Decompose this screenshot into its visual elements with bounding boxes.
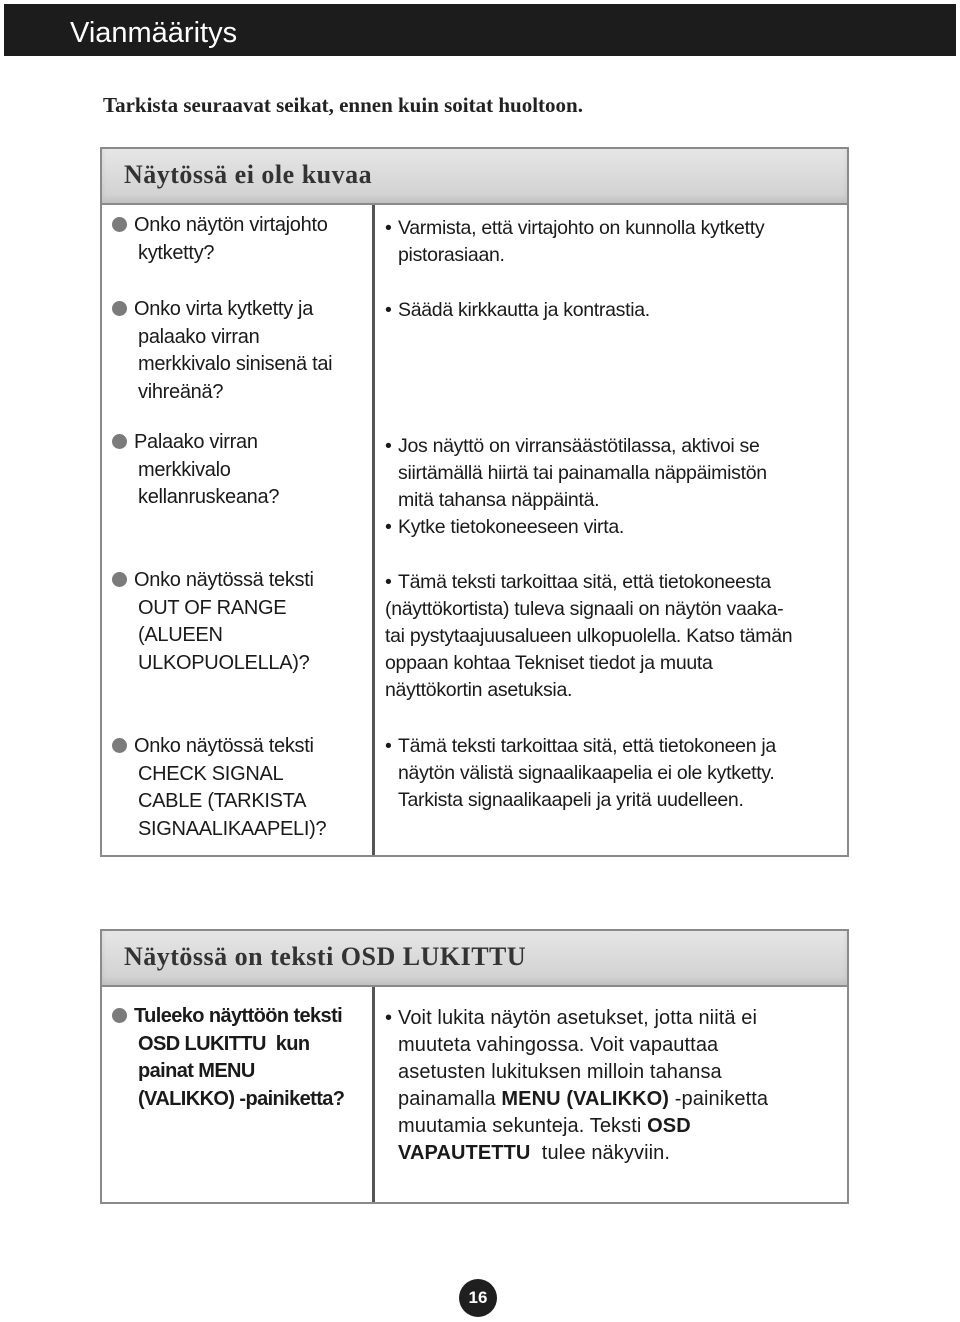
answer-out-of-range: • Tämä teksti tarkoittaa sitä, että tietokoneesta (näyttökortista) tuleva signaali on näytön vaaka- tai pystytaajuusalueen ulkopuolella. Katso tämän oppaan kohtaa Tekniset tiedot ja muuta näyttökortin asetuksia. (385, 571, 793, 701)
column-divider (372, 205, 375, 855)
answer-osd-locked: • Voit lukita näytön asetukset, jotta niitä ei muuteta vahingossa. Voit vapauttaa asetusten lukituksen milloin tahansa painamalla MENU (VALIKKO) -painiketta muutamia sekunteja. Teksti OSD VAPAUTETTU tulee näkyviin. (385, 1007, 769, 1164)
bullet-dot-icon (112, 301, 127, 316)
section-title: Näytössä ei ole kuvaa (124, 160, 373, 189)
page-number: 16 (459, 1279, 497, 1317)
section-header (102, 149, 847, 205)
answer-check-signal: • Tämä teksti tarkoittaa sitä, että tietokoneen ja näytön välistä signaalikaapelia ei ole kytketty. Tarkista signaalikaapeli ja yritä uudelleen. (385, 735, 776, 811)
bullet-dot-icon (112, 217, 127, 232)
question-amber-light: Palaako virran merkkivalo kellanruskeana? (112, 429, 367, 512)
bullet-dot-icon (112, 434, 127, 449)
question-osd-locked: Tuleeko näyttöön teksti OSD LUKITTU kun painat MENU (VALIKKO) -painiketta? (112, 1003, 367, 1113)
section-header (102, 931, 847, 987)
intro-text: Tarkista seuraavat seikat, ennen kuin soitat huoltoon. (103, 93, 583, 117)
section-title: Näytössä on teksti OSD LUKITTU (124, 942, 527, 971)
column-divider (372, 987, 375, 1202)
section-osd-locked (100, 929, 849, 1204)
header-bar (4, 4, 956, 56)
question-check-signal: Onko näytössä teksti CHECK SIGNAL CABLE (TARKISTA SIGNAALIKAAPELI)? (112, 733, 367, 843)
bullet-dot-icon (112, 738, 127, 753)
bullet-dot-icon (112, 572, 127, 587)
page-title: Vianmääritys (70, 17, 238, 49)
answer-amber-light: • Jos näyttö on virransäästötilassa, aktivoi se siirtämällä hiirtä tai painamalla näppäimistön mitä tahansa näppäintä. • Kytke tietokoneeseen virta. (385, 435, 767, 538)
answer-power-light: • Säädä kirkkautta ja kontrastia. (385, 299, 650, 321)
question-power-cord: Onko näytön virtajohto kytketty? (112, 212, 367, 267)
answer-power-cord: • Varmista, että virtajohto on kunnolla kytketty pistorasiaan. (385, 217, 765, 266)
bullet-dot-icon (112, 1008, 127, 1023)
question-power-light: Onko virta kytketty ja palaako virran merkkivalo sinisenä tai vihreänä? (112, 296, 367, 406)
question-out-of-range: Onko näytössä teksti OUT OF RANGE (ALUEEN ULKOPUOLELLA)? (112, 567, 367, 677)
section-no-picture (100, 147, 849, 857)
